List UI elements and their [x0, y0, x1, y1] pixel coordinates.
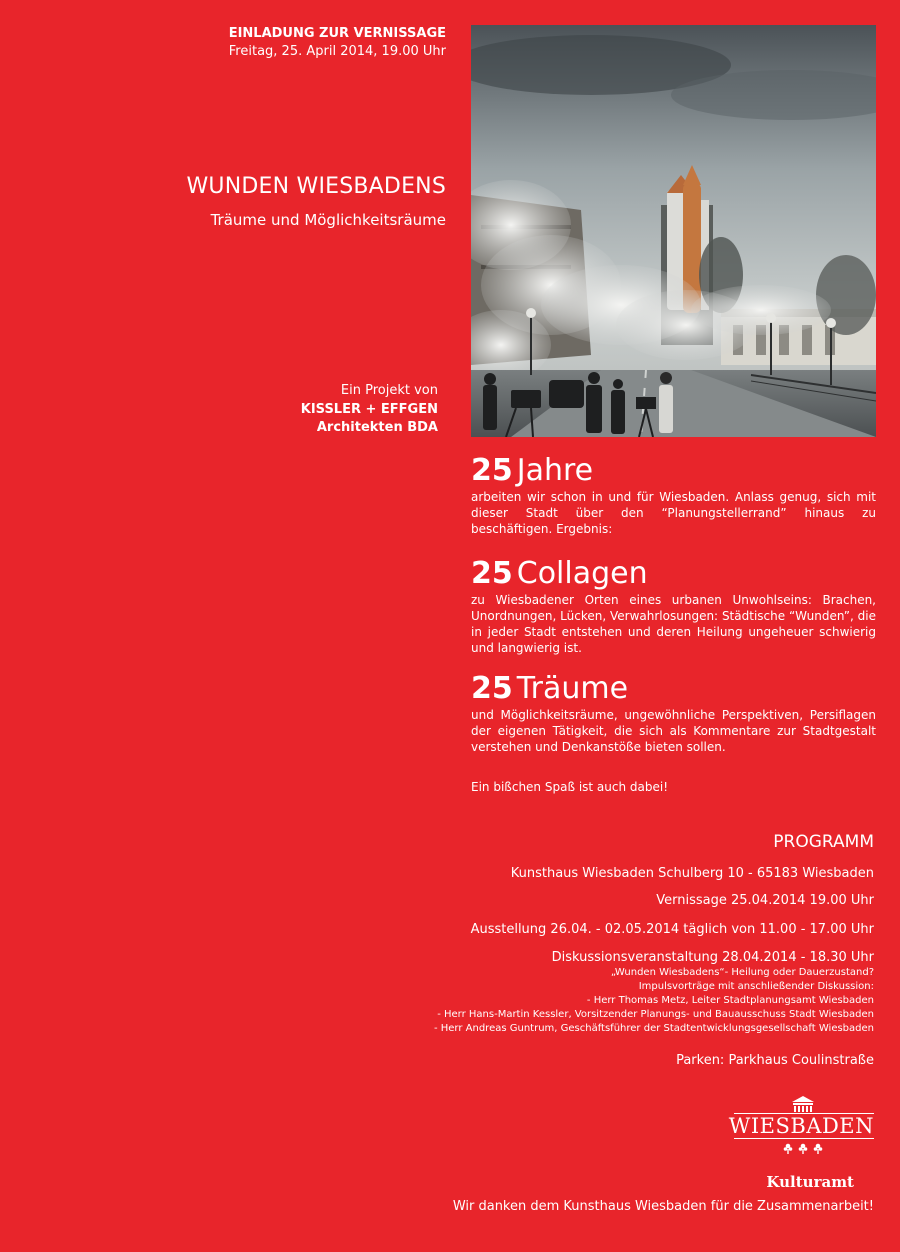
discussion-details — [434, 966, 874, 1036]
event-date: Freitag, 25. April 2014, 19.00 Uhr — [228, 44, 446, 59]
programme-venue: Kunsthaus Wiesbaden Schulberg 10 - 65183 Wiesbaden — [510, 866, 874, 881]
invitation-heading: EINLADUNG ZUR VERNISSAGE — [228, 26, 446, 41]
exhibition-subtitle: Träume und Möglichkeitsräume — [210, 211, 446, 229]
block-number: 25 — [471, 556, 513, 591]
block-word: Jahre — [516, 453, 594, 488]
block-collages — [471, 556, 876, 656]
project-architects: Architekten BDA — [316, 420, 438, 435]
block-text: und Möglichkeitsräume, ungewöhnliche Perspektiven, Persiflagen der eigenen Tätigkeit, die sich als Kommentare zur Stadtgestalt verstehen und Denkanstöße bieten sollen. — [471, 708, 876, 754]
project-firm: KISSLER + EFFGEN — [300, 402, 438, 417]
block-number: 25 — [471, 453, 513, 488]
city-logo-text: WIESBADEN — [728, 1114, 874, 1138]
exhibition-title: WUNDEN WIESBADENS — [186, 174, 446, 199]
programme-exhibition: Ausstellung 26.04. - 02.05.2014 täglich von 11.00 - 17.00 Uhr — [470, 922, 874, 937]
department-name: Kulturamt — [766, 1173, 854, 1191]
block-number: 25 — [471, 671, 513, 706]
programme-parking: Parken: Parkhaus Coulinstraße — [676, 1053, 874, 1068]
thanks-note: Wir danken dem Kunsthaus Wiesbaden für die Zusammenarbeit! — [452, 1199, 874, 1214]
block-word: Collagen — [516, 556, 648, 591]
fun-note: Ein bißchen Spaß ist auch dabei! — [471, 780, 669, 794]
block-dreams — [471, 671, 876, 755]
block-text: zu Wiesbadener Orten eines urbanen Unwohlseins: Brachen, Unordnungen, Lücken, Verwahrlosungen: Städtische “Wunden”, die in jeder Stadt entstehen und deren Heilung ungeheuer schwierig und langwierig ist. — [471, 593, 876, 655]
discussion-line: - Herr Hans-Martin Kessler, Vorsitzender Planungs- und Bauausschuss Stadt Wiesbaden — [437, 1009, 874, 1020]
collage-photo — [471, 25, 876, 437]
block-years — [471, 453, 876, 537]
discussion-line: - Herr Thomas Metz, Leiter Stadtplanungsamt Wiesbaden — [586, 995, 874, 1006]
programme-vernissage: Vernissage 25.04.2014 19.00 Uhr — [656, 893, 874, 908]
programme-discussion: Diskussionsveranstaltung 28.04.2014 - 18.30 Uhr — [551, 950, 874, 965]
space-shuttle-street-collage — [471, 25, 876, 437]
discussion-line: - Herr Andreas Guntrum, Geschäftsführer der Stadtentwicklungsgesellschaft Wiesbaden — [433, 1023, 874, 1034]
block-word: Träume — [516, 671, 629, 706]
block-text: arbeiten wir schon in und für Wiesbaden. Anlass genug, sich mit dieser Stadt über den “Planungstellerrand” hinaus zu beschäftigen. Ergebnis: — [471, 490, 876, 536]
discussion-line: „Wunden Wiesbadens“- Heilung oder Dauerzustand? — [610, 967, 874, 978]
project-by-label: Ein Projekt von — [340, 383, 438, 398]
programme-title: PROGRAMM — [773, 832, 874, 852]
discussion-line: Impulsvorträge mit anschließender Diskussion: — [638, 981, 874, 992]
